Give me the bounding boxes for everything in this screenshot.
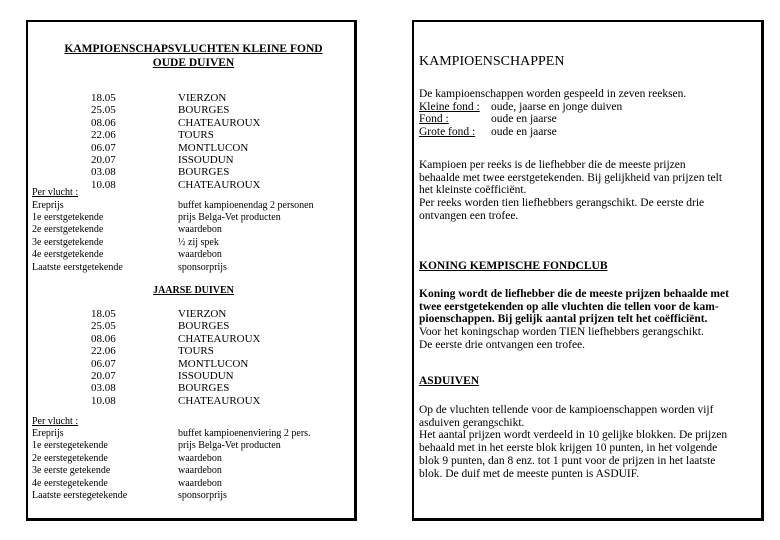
koning-paragraph bbox=[419, 326, 704, 351]
line: 2e eerstegetekende bbox=[32, 452, 108, 464]
oude-prize-values bbox=[178, 200, 314, 274]
jaarse-dates bbox=[91, 308, 116, 407]
line: 2e eerstgetekende bbox=[32, 224, 104, 236]
line: twee eerstgetekenden op alle vluchten die tellen voor de kam- bbox=[419, 300, 719, 313]
line: blok. De duif met de meeste punten is ASDUIF. bbox=[419, 467, 640, 480]
line: prijs Belga-Vet producten bbox=[178, 211, 281, 223]
line: waardebon bbox=[178, 224, 222, 236]
oude-prize-labels bbox=[32, 200, 123, 274]
koning-bold-paragraph bbox=[419, 288, 729, 326]
intro-text: De kampioenschappen worden gespeeld in zeven reeksen. bbox=[419, 88, 687, 100]
line: VIERZON bbox=[178, 308, 227, 320]
line: sponsorprijs bbox=[178, 490, 227, 502]
line: Kampioen per reeks is de liefhebber die de meeste prijzen bbox=[419, 159, 686, 171]
line: 06.07 bbox=[91, 141, 116, 154]
jaarse-prize-labels bbox=[32, 428, 127, 502]
line: VIERZON bbox=[178, 92, 227, 104]
line: 06.07 bbox=[91, 357, 116, 370]
right-page bbox=[412, 20, 764, 521]
line: CHATEAUROUX bbox=[178, 116, 261, 129]
line: TOURS bbox=[178, 345, 214, 358]
line: 25.05 bbox=[91, 320, 116, 333]
line: Laatste eerstegetekende bbox=[32, 490, 128, 502]
series-value: oude, jaarse en jonge duiven bbox=[491, 100, 623, 113]
line: buffet kampioenenviering 2 pers. bbox=[178, 428, 311, 439]
line: Koning wordt de liefhebber die de meeste prijzen behaalde met bbox=[419, 288, 729, 300]
line: Laatste eerstgetekende bbox=[32, 261, 123, 273]
line: BOURGES bbox=[178, 104, 230, 117]
series-row: Grote fond : oude en jaarse bbox=[419, 126, 557, 139]
line: blok 9 punten, dan 8 enz. tot 1 punt voor de prijzen in het laatste bbox=[419, 454, 716, 467]
line: waardebon bbox=[178, 477, 222, 489]
line: ½ zij spek bbox=[178, 236, 219, 248]
line: 3e eerstgetekende bbox=[32, 236, 104, 248]
line: 03.08 bbox=[91, 166, 116, 179]
jaarse-title: JAARSE DUIVEN bbox=[153, 285, 234, 296]
line: 08.06 bbox=[91, 116, 116, 129]
line: MONTLUCON bbox=[178, 141, 249, 154]
line: 20.07 bbox=[91, 370, 116, 383]
line: 4e eerstgetekende bbox=[32, 249, 104, 261]
line: 3e eerste getekende bbox=[32, 465, 111, 477]
line: De eerste drie ontvangen een trofee. bbox=[419, 338, 586, 351]
line: CHATEAUROUX bbox=[178, 178, 261, 191]
line: 18.05 bbox=[91, 92, 116, 104]
line: 20.07 bbox=[91, 154, 116, 167]
jaarse-prize-values bbox=[178, 428, 311, 502]
line: sponsorprijs bbox=[178, 261, 227, 273]
koning-title: KONING KEMPISCHE FONDCLUB bbox=[419, 260, 608, 272]
title-line-1: KAMPIOENSCHAPSVLUCHTEN KLEINE FOND bbox=[64, 43, 323, 55]
kampioen-paragraph bbox=[419, 159, 722, 223]
line: asduiven gerangschikt. bbox=[419, 416, 525, 429]
line: ISSOUDUN bbox=[178, 154, 234, 167]
line: Per reeks worden tien liefhebbers gerangschikt. De eerste drie bbox=[419, 197, 705, 210]
asduiven-title: ASDUIVEN bbox=[419, 375, 480, 387]
line: behaald met in het eerste blok krijgen 10 punten, in het volgende bbox=[419, 442, 718, 455]
line: 18.05 bbox=[91, 308, 116, 320]
line: waardebon bbox=[178, 452, 222, 464]
kampioenschappen-title: KAMPIOENSCHAPPEN bbox=[419, 54, 565, 69]
series-row: Kleine fond : oude, jaarse en jonge duiven bbox=[419, 100, 623, 113]
line: 1e eerstgetekende bbox=[32, 211, 104, 223]
line: pioenschappen. Bij gelijk aantal prijzen telt het coëfficiënt. bbox=[419, 313, 708, 326]
line: waardebon bbox=[178, 249, 222, 261]
line: CHATEAUROUX bbox=[178, 332, 261, 345]
per-vlucht-label: Per vlucht : bbox=[32, 187, 79, 198]
title-line-2: OUDE DUIVEN bbox=[152, 57, 235, 69]
line: Op de vluchten tellende voor de kampioenschappen worden vijf bbox=[419, 404, 714, 416]
oude-dates bbox=[91, 92, 116, 191]
series-value: oude en jaarse bbox=[491, 113, 557, 126]
line: 25.05 bbox=[91, 104, 116, 117]
line: Ereprijs bbox=[32, 199, 64, 211]
line: behaalde met twee eerstgetekenden. Bij gelijkheid van prijzen telt bbox=[419, 171, 723, 184]
line: TOURS bbox=[178, 129, 214, 142]
line: Voor het koningschap worden TIEN liefhebbers gerangschikt. bbox=[419, 326, 704, 338]
line: BOURGES bbox=[178, 166, 230, 179]
line: 4e eerstegetekende bbox=[32, 477, 108, 489]
line: 08.06 bbox=[91, 332, 116, 345]
line: 22.06 bbox=[91, 345, 116, 358]
asduiven-paragraph bbox=[419, 404, 727, 480]
line: Ereprijs bbox=[32, 428, 64, 439]
series-list bbox=[419, 101, 622, 139]
line: BOURGES bbox=[178, 320, 230, 333]
series-value: oude en jaarse bbox=[491, 126, 557, 139]
oude-places bbox=[178, 92, 261, 191]
line: waardebon bbox=[178, 465, 222, 477]
line: ISSOUDUN bbox=[178, 370, 234, 383]
line: buffet kampioenendag 2 personen bbox=[178, 199, 314, 211]
jaarse-places bbox=[178, 308, 261, 407]
line: 10.08 bbox=[91, 178, 116, 191]
line: het kleinste coëfficiënt. bbox=[419, 184, 527, 197]
line: 03.08 bbox=[91, 382, 116, 395]
line: MONTLUCON bbox=[178, 357, 249, 370]
line: CHATEAUROUX bbox=[178, 394, 261, 407]
left-page bbox=[26, 20, 357, 521]
line: BOURGES bbox=[178, 382, 230, 395]
series-row: Fond : oude en jaarse bbox=[419, 113, 557, 126]
line: ontvangen een trofee. bbox=[419, 209, 519, 222]
line: 22.06 bbox=[91, 129, 116, 142]
per-vlucht-label-2: Per vlucht : bbox=[32, 416, 79, 427]
line: Het aantal prijzen wordt verdeeld in 10 gelijke blokken. De prijzen bbox=[419, 429, 728, 442]
line: 1e eerstegetekende bbox=[32, 440, 108, 452]
line: 10.08 bbox=[91, 394, 116, 407]
line: prijs Belga-Vet producten bbox=[178, 440, 281, 452]
